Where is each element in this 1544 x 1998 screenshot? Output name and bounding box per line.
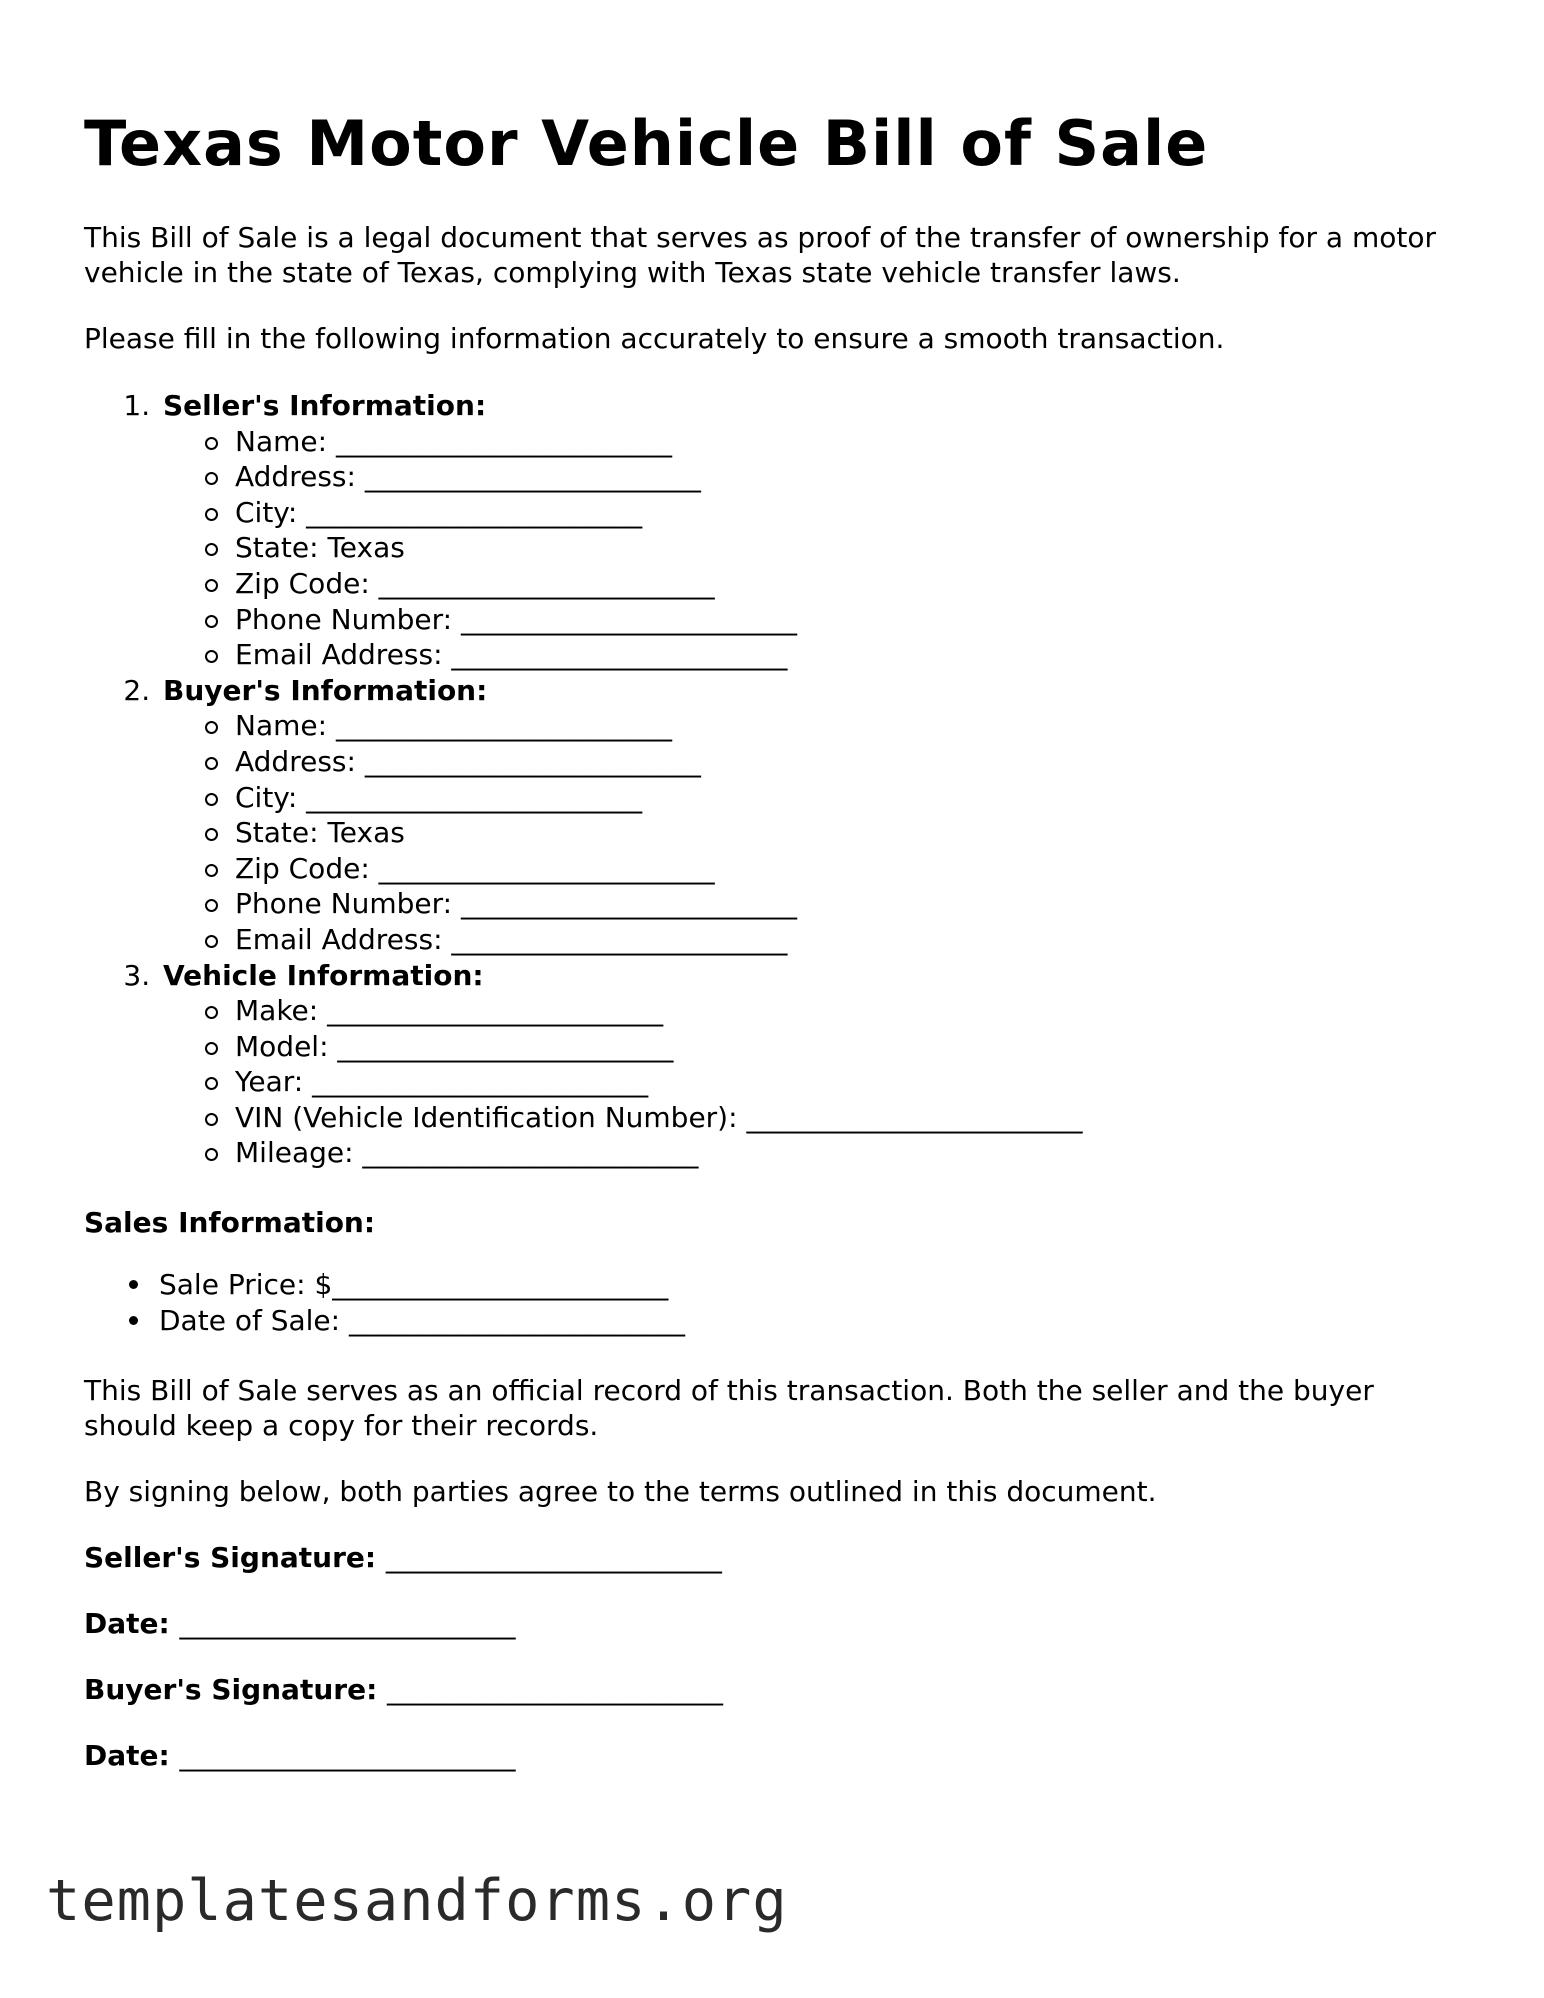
buyer-heading: Buyer's Information: <box>163 673 488 707</box>
buyer-city-field[interactable]: City: ________________________ <box>235 780 1082 816</box>
buyer-email-field[interactable]: Email Address: ________________________ <box>235 922 1082 958</box>
seller-section <box>159 388 1082 673</box>
vehicle-model-field[interactable]: Model: ________________________ <box>235 1029 1082 1065</box>
date-of-sale-field[interactable]: Date of Sale: ________________________ <box>159 1304 685 1337</box>
vehicle-year-field[interactable]: Year: ________________________ <box>235 1064 1082 1100</box>
sale-price-field[interactable]: Sale Price: $________________________ <box>159 1267 685 1303</box>
buyer-state-field: State: Texas <box>235 815 1082 851</box>
buyer-signature-blank[interactable]: ________________________ <box>387 1673 724 1706</box>
sales-fields <box>84 1267 685 1339</box>
info-sections-list <box>84 388 1082 1171</box>
instruction-paragraph: Please fill in the following information accurately to ensure a smooth transaction. <box>84 322 1225 355</box>
seller-signature-line[interactable] <box>84 1540 722 1575</box>
seller-date-label: Date: <box>84 1607 170 1640</box>
buyer-fields <box>163 708 1082 957</box>
vehicle-vin-field[interactable]: VIN (Vehicle Identification Number): ________________________ <box>235 1100 1083 1134</box>
seller-email-field[interactable]: Email Address: ________________________ <box>235 637 1082 673</box>
seller-city-field[interactable]: City: ________________________ <box>235 495 1082 531</box>
watermark-text: templatesandforms.org <box>46 1868 788 1934</box>
buyer-zip-field[interactable]: Zip Code: ________________________ <box>235 851 1082 887</box>
seller-heading: Seller's Information: <box>163 389 487 422</box>
seller-fields <box>163 424 1082 673</box>
vehicle-fields <box>163 993 1082 1171</box>
seller-state-field: State: Texas <box>235 530 1082 566</box>
seller-zip-field[interactable]: Zip Code: ________________________ <box>235 566 1082 602</box>
page-title: Texas Motor Vehicle Bill of Sale <box>84 107 1209 180</box>
seller-date-line[interactable] <box>84 1606 515 1641</box>
vehicle-heading: Vehicle Information: <box>163 958 484 992</box>
seller-date-blank[interactable]: ________________________ <box>179 1607 516 1640</box>
seller-address-field[interactable]: Address: ________________________ <box>235 459 1082 495</box>
vehicle-make-field[interactable]: Make: ________________________ <box>235 993 1082 1029</box>
seller-name-field[interactable]: Name: ________________________ <box>235 424 1082 460</box>
vehicle-mileage-field[interactable]: Mileage: ________________________ <box>235 1135 1082 1171</box>
seller-phone-field[interactable]: Phone Number: ________________________ <box>235 602 1082 638</box>
intro-paragraph: This Bill of Sale is a legal document that serves as proof of the transfer of ownership for a motor vehicle in the state of Texas, complying with Texas state vehicle transfer laws. <box>84 221 1437 289</box>
record-note-paragraph: This Bill of Sale serves as an official record of this transaction. Both the seller and the buyer should keep a copy for their records. <box>84 1374 1374 1442</box>
agreement-paragraph: By signing below, both parties agree to the terms outlined in this document. <box>84 1475 1157 1508</box>
seller-signature-blank[interactable]: ________________________ <box>385 1541 722 1574</box>
buyer-signature-label: Buyer's Signature: <box>84 1673 378 1706</box>
buyer-date-label: Date: <box>84 1739 170 1772</box>
buyer-date-blank[interactable]: ________________________ <box>179 1739 516 1772</box>
buyer-signature-line[interactable] <box>84 1672 723 1707</box>
buyer-phone-field[interactable]: Phone Number: ________________________ <box>235 886 1082 922</box>
vehicle-section <box>159 958 1082 1172</box>
sales-heading: Sales Information: <box>84 1206 376 1239</box>
seller-signature-label: Seller's Signature: <box>84 1541 377 1574</box>
buyer-address-field[interactable]: Address: ________________________ <box>235 744 1082 780</box>
buyer-section <box>159 673 1082 958</box>
buyer-date-line[interactable] <box>84 1738 515 1773</box>
buyer-name-field[interactable]: Name: ________________________ <box>235 708 1082 744</box>
